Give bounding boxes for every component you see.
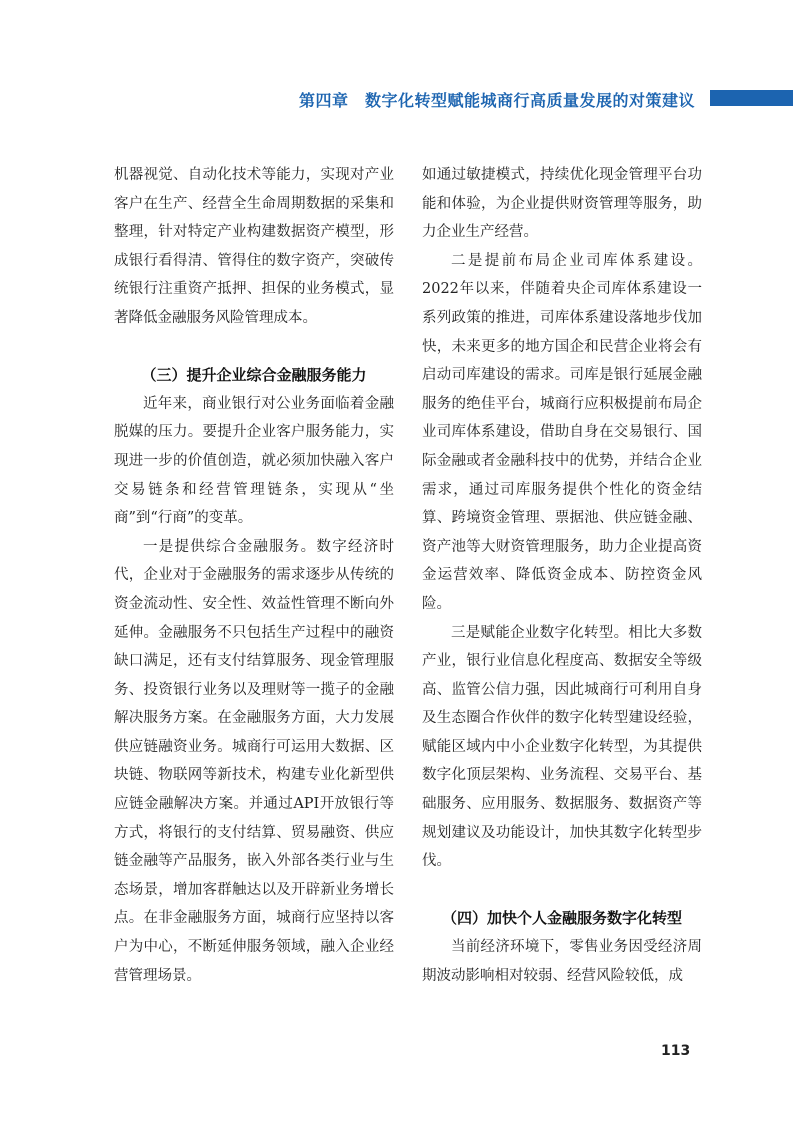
- right-column: [422, 161, 702, 990]
- paragraph: 近年来，商业银行对公业务面临着金融脱媒的压力。要提升企业客户服务能力，实现进一步的价值创造，就必须加快融入客户交易链条和经营管理链条，实现从“坐商”到“行商”的变革。: [114, 395, 394, 527]
- paragraph: 如通过敏捷模式，持续优化现金管理平台功能和体验，为企业提供财资管理等服务，助力企业生产经营。: [422, 167, 702, 241]
- header-accent-bar: [710, 90, 793, 106]
- section-heading: （三）提升企业综合金融服务能力: [141, 366, 367, 385]
- paragraph: 一是提供综合金融服务。数字经济时代，企业对于金融服务的需求逐步从传统的资金流动性、安全性、效益性管理不断向外延伸。金融服务不只包括生产过程中的融资缺口满足，还有支付结算服务、现金管理服务、投资银行业务以及理财等一揽子的金融解决服务方案。在金融服务方面，大力发展供应链融资业务。城商行可运用大数据、区块链、物联网等新技术，构建专业化新型供应链金融解决方案。并通过API开放银行等方式，将银行的支付结算、贸易融资、供应链金融等产品服务，嵌入外部各类行业与生态场景，增加客群触达以及开辟新业务增长点。在非金融服务方面，城商行应坚持以客户为中心，不断延伸服务领域，融入企业经营管理场景。: [114, 538, 394, 984]
- chapter-title: 第四章 数字化转型赋能城商行高质量发展的对策建议: [298, 91, 695, 110]
- paragraph: 二是提前布局企业司库体系建设。2022年以来，伴随着央企司库体系建设一系列政策的推进，司库体系建设落地步伐加快，未来更多的地方国企和民营企业将会有启动司库建设的需求。司库是银行延展金融服务的绝佳平台，城商行应积极提前布局企业司库体系建设，借助自身在交易银行、国际金融或者金融科技中的优势，并结合企业需求，通过司库服务提供个性化的资金结算、跨境资金管理、票据池、供应链金融、资产池等大财资管理服务，助力企业提高资金运营效率、降低资金成本、防控资金风险。: [422, 252, 702, 612]
- section-heading: （四）加快个人金融服务数字化转型: [441, 909, 682, 928]
- paragraph: 三是赋能企业数字化转型。相比大多数产业，银行业信息化程度高、数据安全等级高、监管公信力强，因此城商行可利用自身及生态圈合作伙伴的数字化转型建设经验，赋能区域内中小企业数字化转型，为其提供数字化顶层架构、业务流程、交易平台、基础服务、应用服务、数据服务、数据资产等规划建议及功能设计，加快其数字化转型步伐。: [422, 624, 702, 870]
- spacer: [422, 876, 702, 905]
- spacer: [114, 333, 394, 362]
- paragraph: 机器视觉、自动化技术等能力，实现对产业客户在生产、经营全生命周期数据的采集和整理，针对特定产业构建数据资产模型，形成银行看得清、管得住的数字资产，突破传统银行注重资产抵押、担保的业务模式，显著降低金融服务风险管理成本。: [114, 167, 394, 326]
- left-column: [114, 161, 394, 990]
- paragraph: 当前经济环境下，零售业务因受经济周期波动影响相对较弱、经营风险较低，成: [422, 939, 702, 984]
- page-number: 113: [661, 1043, 691, 1059]
